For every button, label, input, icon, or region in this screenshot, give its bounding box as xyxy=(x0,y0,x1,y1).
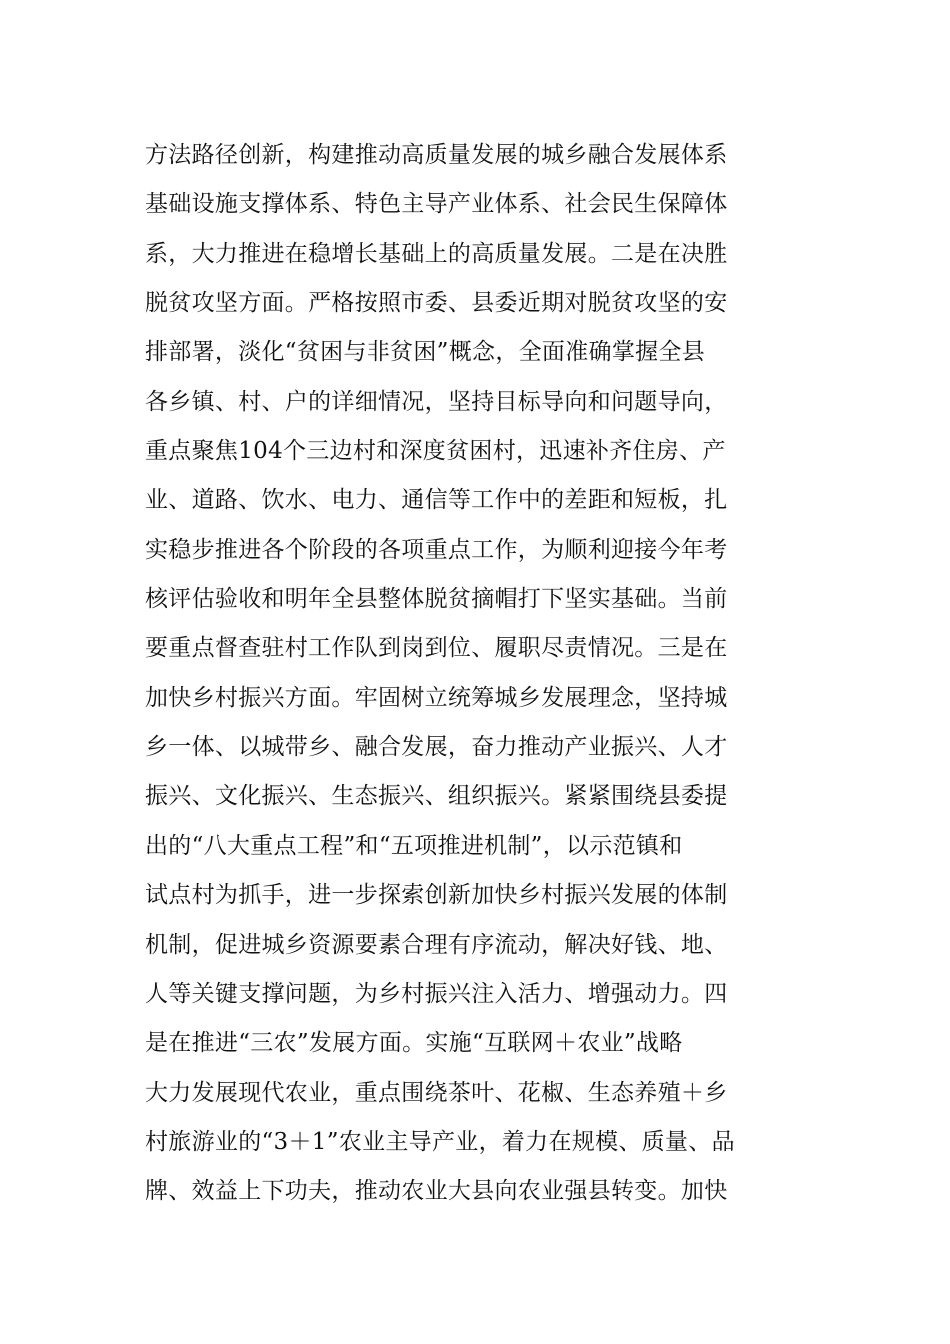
text-line: 核评估验收和明年全县整体脱贫摘帽打下坚实基础。当前 xyxy=(145,586,728,613)
text-line: 试点村为抓手，进一步探索创新加快乡村振兴发展的体制 xyxy=(145,882,728,909)
text-line: 村旅游业的“3＋1”农业主导产业，着力在规模、质量、品 xyxy=(145,1128,735,1155)
text-line: 乡一体、以城带乡、融合发展，奋力推动产业振兴、人才 xyxy=(145,734,728,761)
text-line: 实稳步推进各个阶段的各项重点工作，为顺利迎接今年考 xyxy=(145,536,728,563)
text-line: 脱贫攻坚方面。严格按照市委、县委近期对脱贫攻坚的安 xyxy=(145,290,728,317)
text-line: 牌、效益上下功夫，推动农业大县向农业强县转变。加快 xyxy=(145,1178,728,1205)
text-line: 方法路径创新，构建推动高质量发展的城乡融合发展体系 xyxy=(145,142,728,168)
text-line: 各乡镇、村、户的详细情况，坚持目标导向和问题导向， xyxy=(145,388,728,415)
text-line: 要重点督查驻村工作队到岗到位、履职尽责情况。三是在 xyxy=(145,635,728,662)
text-line: 基础设施支撑体系、特色主导产业体系、社会民生保障体 xyxy=(145,191,728,218)
text-line: 出的“八大重点工程”和“五项推进机制”，以示范镇和 xyxy=(145,832,683,859)
text-line: 业、道路、饮水、电力、通信等工作中的差距和短板，扎 xyxy=(145,487,728,514)
text-line: 大力发展现代农业，重点围绕茶叶、花椒、生态养殖＋乡 xyxy=(145,1079,728,1106)
text-line: 排部署，淡化“贫困与非贫困”概念，全面准确掌握全县 xyxy=(145,339,706,366)
text-line: 是在推进“三农”发展方面。实施“互联网＋农业”战略 xyxy=(145,1030,683,1057)
text-line: 人等关键支撑问题，为乡村振兴注入活力、增强动力。四 xyxy=(145,980,728,1007)
text-line: 系，大力推进在稳增长基础上的高质量发展。二是在决胜 xyxy=(145,240,728,267)
text-line: 振兴、文化振兴、生态振兴、组织振兴。紧紧围绕县委提 xyxy=(145,783,728,810)
text-line: 重点聚焦104个三边村和深度贫困村，迅速补齐住房、产 xyxy=(145,438,726,465)
text-line: 机制，促进城乡资源要素合理有序流动，解决好钱、地、 xyxy=(145,931,728,958)
body-paragraph xyxy=(145,131,815,1217)
text-line: 加快乡村振兴方面。牢固树立统筹城乡发展理念，坚持城 xyxy=(145,684,728,711)
